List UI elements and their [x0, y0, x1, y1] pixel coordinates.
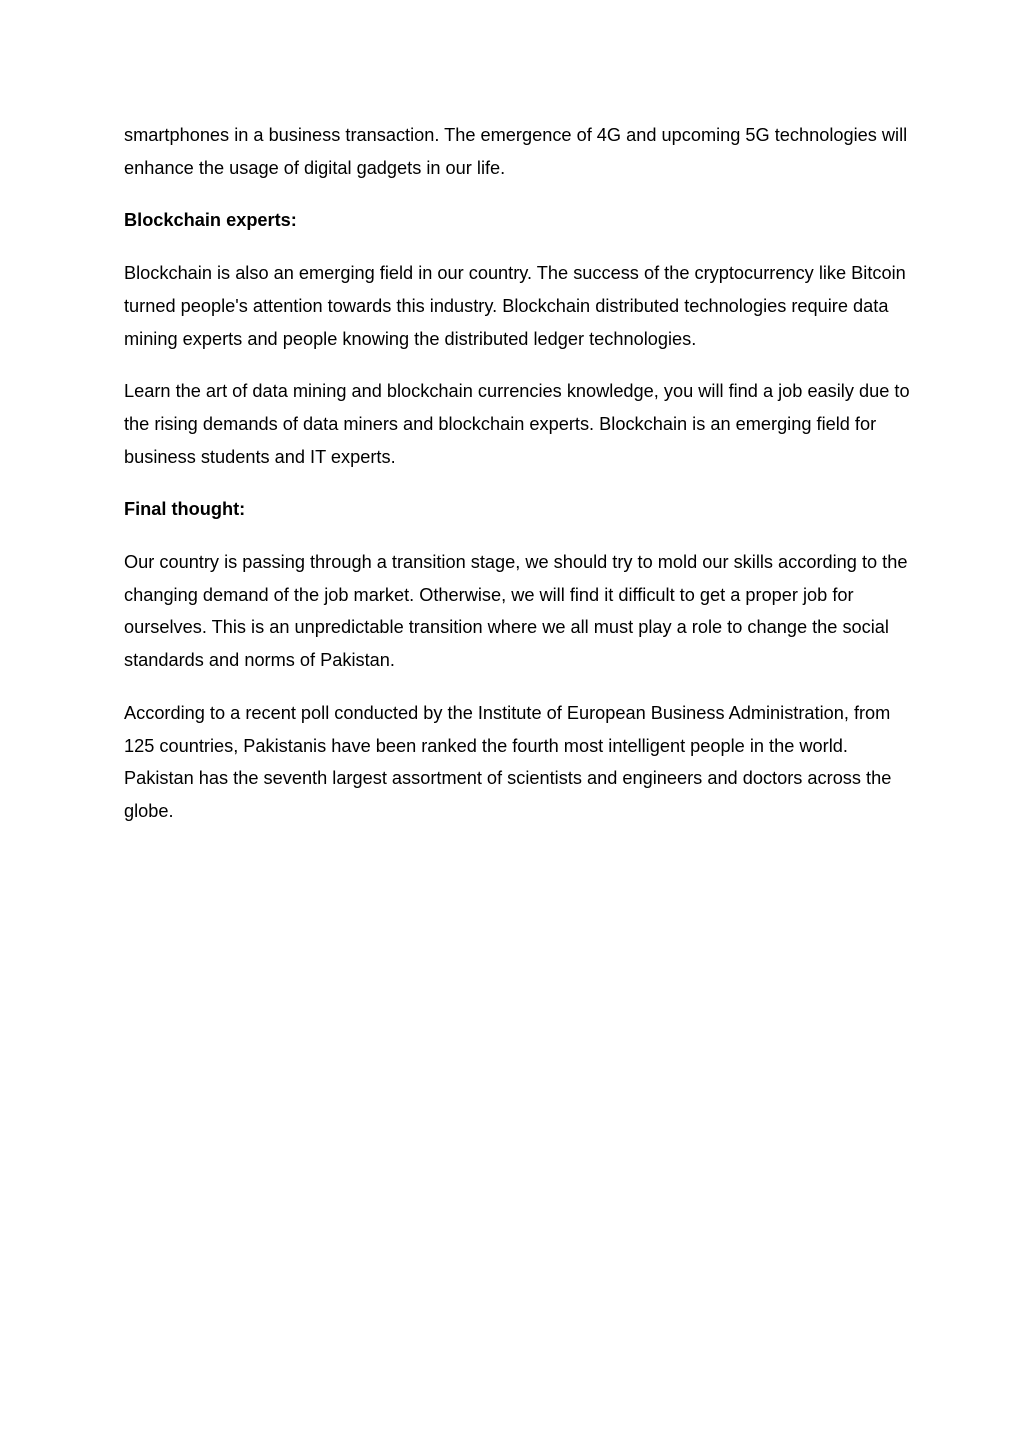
paragraph-blockchain-field: Blockchain is also an emerging field in our country. The success of the cryptocurrency like Bitcoin turned people's attention towards this industry. Blockchain distributed technologies require data mining experts and people knowing the distributed ledger technologies.: [124, 263, 906, 349]
heading-blockchain-experts: Blockchain experts:: [124, 210, 297, 231]
paragraph-intro-continuation: smartphones in a business transaction. The emergence of 4G and upcoming 5G technologies will enhance the usage of digital gadgets in our life.: [124, 125, 908, 178]
paragraph-transition-stage: Our country is passing through a transition stage, we should try to mold our skills according to the changing demand of the job market. Otherwise, we will find it difficult to get a proper job for ourselves. This is an unpredictable transition where we all must play a role to change the social standards and norms of Pakistan.: [124, 552, 908, 671]
document-page: [124, 119, 914, 848]
paragraph-poll: According to a recent poll conducted by the Institute of European Business Administration, from 125 countries, Pakistanis have been ranked the fourth most intelligent people in the world. Pakistan has the seventh largest assortment of scientists and engineers and doctors across the globe.: [124, 702, 892, 821]
paragraph-learn-data-mining: Learn the art of data mining and blockchain currencies knowledge, you will find a job easily due to the rising demands of data miners and blockchain experts. Blockchain is an emerging field for business students and IT experts.: [124, 381, 910, 467]
heading-final-thought: Final thought:: [124, 499, 246, 520]
